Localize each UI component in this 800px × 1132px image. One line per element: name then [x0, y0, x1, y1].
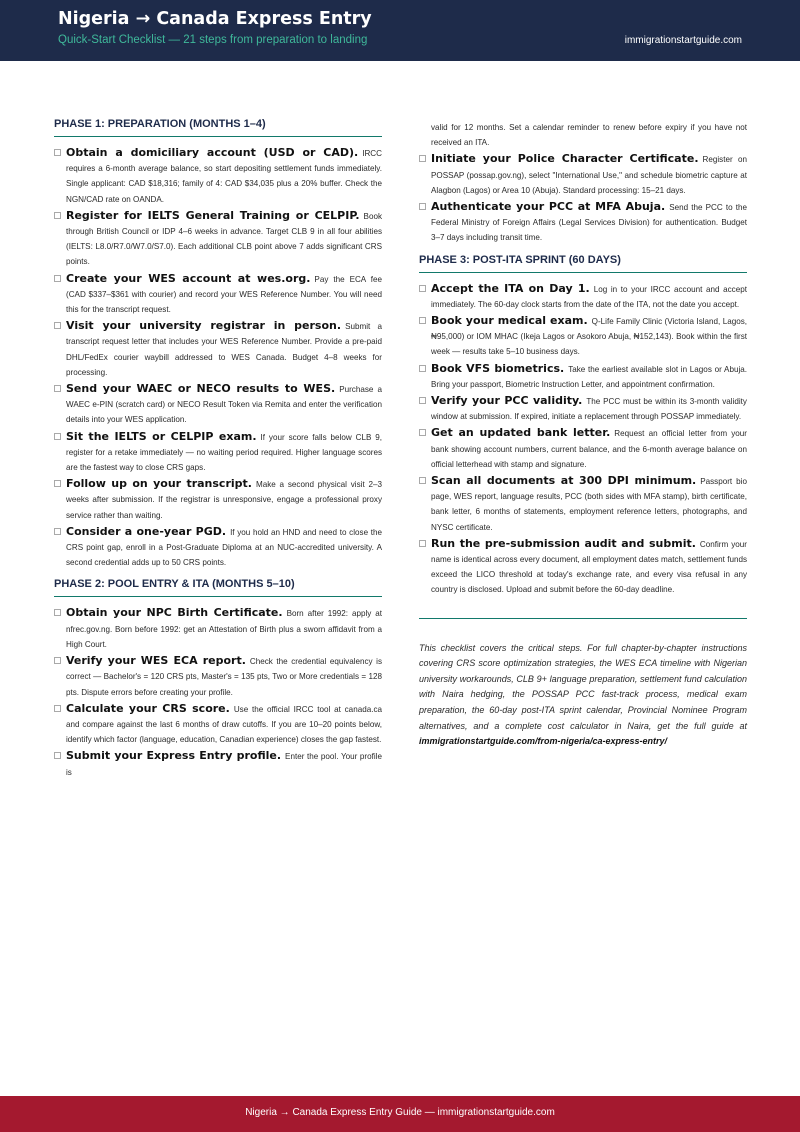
item-body: Use the official IRCC tool at canada.ca and compare against the last 6 months of draw cutoffs. If you are 10–20 points below, identify which factor (language, education, Canadian experience) closes the gap fastest. [66, 704, 382, 745]
closing-text: This checklist covers the critical steps. For full chapter-by-chapter instructions covering CRS score optimization strategies, the WES ECA timeline with Nigerian university workarounds, CLB 9+ language preparation, settlement fund calculation with Naira hedging, the POSSAP PCC fast-track process, medical exam preparation, the 60-day post-ITA sprint calendar, Provincial Nominee Program alternatives, and a complete cost calculator in Naira, get the full guide at [419, 642, 747, 731]
item-title: Obtain a domiciliary account (USD or CAD). [66, 146, 359, 159]
item-body: Book through British Council or IDP 4–6 weeks in advance. Target CLB 9 in all four abilities (IELTS: L8.0/R7.0/W7.0/S7.0). Each additional CLB point above 7 adds significant CRS points. [66, 211, 382, 267]
checklist-item [54, 524, 382, 571]
checklist-item [54, 318, 382, 380]
item-body: Confirm your name is identical across every document, all employment dates match, settlement funds exceed the LICO threshold at today's exchange rate, and every visa refusal in any country is disclosed. Upload and submit before the 60-day deadline. [431, 539, 747, 595]
item-body: Send the PCC to the Federal Ministry of Foreign Affairs (Legal Services Division) for authentication. Budget 3–7 days including transit time. [431, 203, 747, 243]
right-column [419, 120, 747, 750]
checkbox[interactable] [54, 657, 61, 664]
item-title: Accept the ITA on Day 1. [431, 281, 590, 295]
item-title: Run the pre-submission audit and submit. [431, 536, 696, 550]
phase-2-heading: PHASE 2: POOL ENTRY & ITA (MONTHS 5–10) [54, 578, 382, 597]
item-title: Authenticate your PCC at MFA Abuja. [431, 200, 666, 214]
item-body: Check the credential equivalency is correct — Bachelor's = 120 CRS pts, Master's = 135 pts, Two or More credentials = 128 pts. Dispute errors before creating your profile. [66, 657, 382, 697]
item-body: Register on POSSAP (possap.gov.ng), select "International Use," and schedule biometric capture at Alagbon (Lagos) or Area 10 (Abuja). Standard processing: 15–21 days. [431, 155, 747, 195]
item-title: Register for IELTS General Training or CELPIP. [66, 208, 360, 222]
phase-1-heading: PHASE 1: PREPARATION (MONTHS 1–4) [54, 118, 382, 137]
item-title: Obtain your NPC Birth Certificate. [66, 606, 283, 620]
closing-paragraph [419, 641, 747, 750]
checklist-item [54, 748, 382, 779]
item-body: Request an official letter from your bank showing account numbers, current balance, and the 6-month average balance on official letterhead with stamp and signature. [431, 429, 747, 469]
checkbox[interactable] [419, 397, 426, 404]
checkbox[interactable] [419, 477, 426, 484]
checkbox[interactable] [419, 203, 426, 210]
checklist-item [419, 425, 747, 472]
checklist-item [419, 313, 747, 360]
item-body: Purchase a WAEC e-PIN (scratch card) or NECO Result Token via Remita and enter the verification details into your WES application. [66, 385, 382, 425]
checklist-item [419, 361, 747, 392]
item-body: Make a second physical visit 2–3 weeks after submission. If the registrar is unresponsive, engage a professional proxy service rather than waiting. [66, 480, 382, 520]
checkbox[interactable] [419, 285, 426, 292]
checkbox[interactable] [54, 212, 61, 219]
checkbox[interactable] [54, 385, 61, 392]
item-body: If your score falls below CLB 9, register for a retake immediately — no waiting period required. Higher language scores are the fastest way to close CRS gaps. [66, 432, 382, 473]
item-body: Submit a transcript request letter that includes your WES Reference Number. Provide a pre-paid DHL/FedEx courier waybill addressed to WES Canada. Budget 4–8 weeks for processing. [66, 322, 382, 377]
checkbox[interactable] [54, 609, 61, 616]
item-body: Enter the pool. Your profile is [66, 752, 382, 777]
item-title: Visit your university registrar in person. [66, 319, 342, 333]
item-body: Q-Life Family Clinic (Victoria Island, Lagos, ₦95,000) or IOM MHAC (Ikeja Lagos or Asokoro Abuja, ₦152,143). Book within the first week — results take 5–10 business days. [431, 317, 748, 357]
item-body: Pay the ECA fee (CAD $337–$361 with courier) and record your WES Reference Number. You will need this for the transcript request. [66, 274, 382, 315]
item-title: Create your WES account at wes.org. [66, 271, 311, 285]
checkbox[interactable] [54, 480, 61, 487]
item-title: Submit your Express Entry profile. [66, 749, 282, 763]
page-subtitle: Quick-Start Checklist — 21 steps from preparation to landing [58, 34, 368, 46]
checkbox[interactable] [54, 322, 61, 329]
checklist-item [419, 151, 747, 198]
checkbox[interactable] [419, 317, 426, 324]
checkbox[interactable] [419, 540, 426, 547]
item-body: Passport bio page, WES report, language results, PCC (both sides with MFA stamp), birth certificate, bank letter, 6 months of statements, employment reference letters, photographs, and NYSC certificate. [431, 477, 747, 532]
item-body: Take the earliest available slot in Lagos or Abuja. Bring your passport, Biometric Instruction Letter, and appointment confirmation. [431, 364, 748, 389]
phase-3-heading: PHASE 3: POST-ITA SPRINT (60 DAYS) [419, 254, 747, 273]
page-header [0, 0, 800, 61]
item-continuation: valid for 12 months. Set a calendar reminder to renew before expiry if you have not received an ITA. [431, 123, 747, 148]
checklist-item [54, 429, 382, 476]
item-title: Initiate your Police Character Certificate. [431, 152, 699, 166]
item-body: The PCC must be within its 3-month validity window at submission. If expired, initiate a replacement through POSSAP immediately. [431, 397, 747, 422]
checklist-item [419, 473, 747, 535]
item-body: IRCC requires a 6-month average balance, so start depositing settlement funds immediately. Single applicant: CAD $18,316; family of 4: CAD $34,035 plus a 20% buffer. Check the NGN/CAD rate on OANDA. [66, 149, 382, 204]
item-title: Sit the IELTS or CELPIP exam. [66, 429, 257, 443]
checkbox[interactable] [419, 155, 426, 162]
checklist-item [54, 476, 382, 523]
checklist-item [54, 271, 382, 318]
checkbox[interactable] [54, 275, 61, 282]
item-title: Verify your WES ECA report. [66, 654, 246, 668]
item-body: If you hold an HND and need to close the CRS point gap, enroll in a Post-Graduate Diploma at an NUC-accredited university. A second credential adds up to 50 CRS points. [66, 527, 383, 568]
item-title: Verify your PCC validity. [431, 394, 583, 408]
header-site-link[interactable]: immigrationstartguide.com [624, 35, 742, 46]
checklist-item [419, 199, 747, 246]
item-title: Book VFS biometrics. [431, 361, 565, 375]
item-body: Born after 1992: apply at nfrec.gov.ng. Born before 1992: get an Attestation of Birth plus a sworn affidavit from a High Court. [66, 609, 382, 649]
checklist-item [54, 381, 382, 428]
item-title: Follow up on your transcript. [66, 477, 252, 491]
checkbox[interactable] [54, 433, 61, 440]
checklist-item [54, 208, 382, 270]
left-column [54, 118, 382, 781]
checkbox[interactable] [54, 705, 61, 712]
checklist-item [54, 701, 382, 748]
item-title: Get an updated bank letter. [431, 426, 611, 440]
checklist-item [54, 605, 382, 652]
item-title: Scan all documents at 300 DPI minimum. [431, 474, 697, 488]
checklist-item [54, 145, 382, 207]
item-title: Send your WAEC or NECO results to WES. [66, 382, 336, 396]
page-footer: Nigeria → Canada Express Entry Guide — immigrationstartguide.com [0, 1096, 800, 1132]
checkbox[interactable] [419, 429, 426, 436]
item-title: Book your medical exam. [431, 314, 588, 328]
checklist-item [419, 536, 747, 598]
item-title: Consider a one-year PGD. [66, 524, 227, 538]
page-title: Nigeria → Canada Express Entry [58, 9, 372, 29]
checklist-item [419, 281, 747, 312]
guide-link[interactable]: immigrationstartguide.com/from-nigeria/ca-express-entry/ [419, 736, 668, 747]
checkbox[interactable] [54, 528, 61, 535]
checklist-item [54, 653, 382, 700]
checkbox[interactable] [54, 149, 61, 156]
checkbox[interactable] [54, 752, 61, 759]
section-divider [419, 618, 747, 619]
item-body: Log in to your IRCC account and accept immediately. The 60-day clock starts from the date of the ITA, not the date you accept. [431, 284, 747, 309]
item-title: Calculate your CRS score. [66, 701, 230, 715]
checklist-item [419, 393, 747, 424]
checkbox[interactable] [419, 365, 426, 372]
